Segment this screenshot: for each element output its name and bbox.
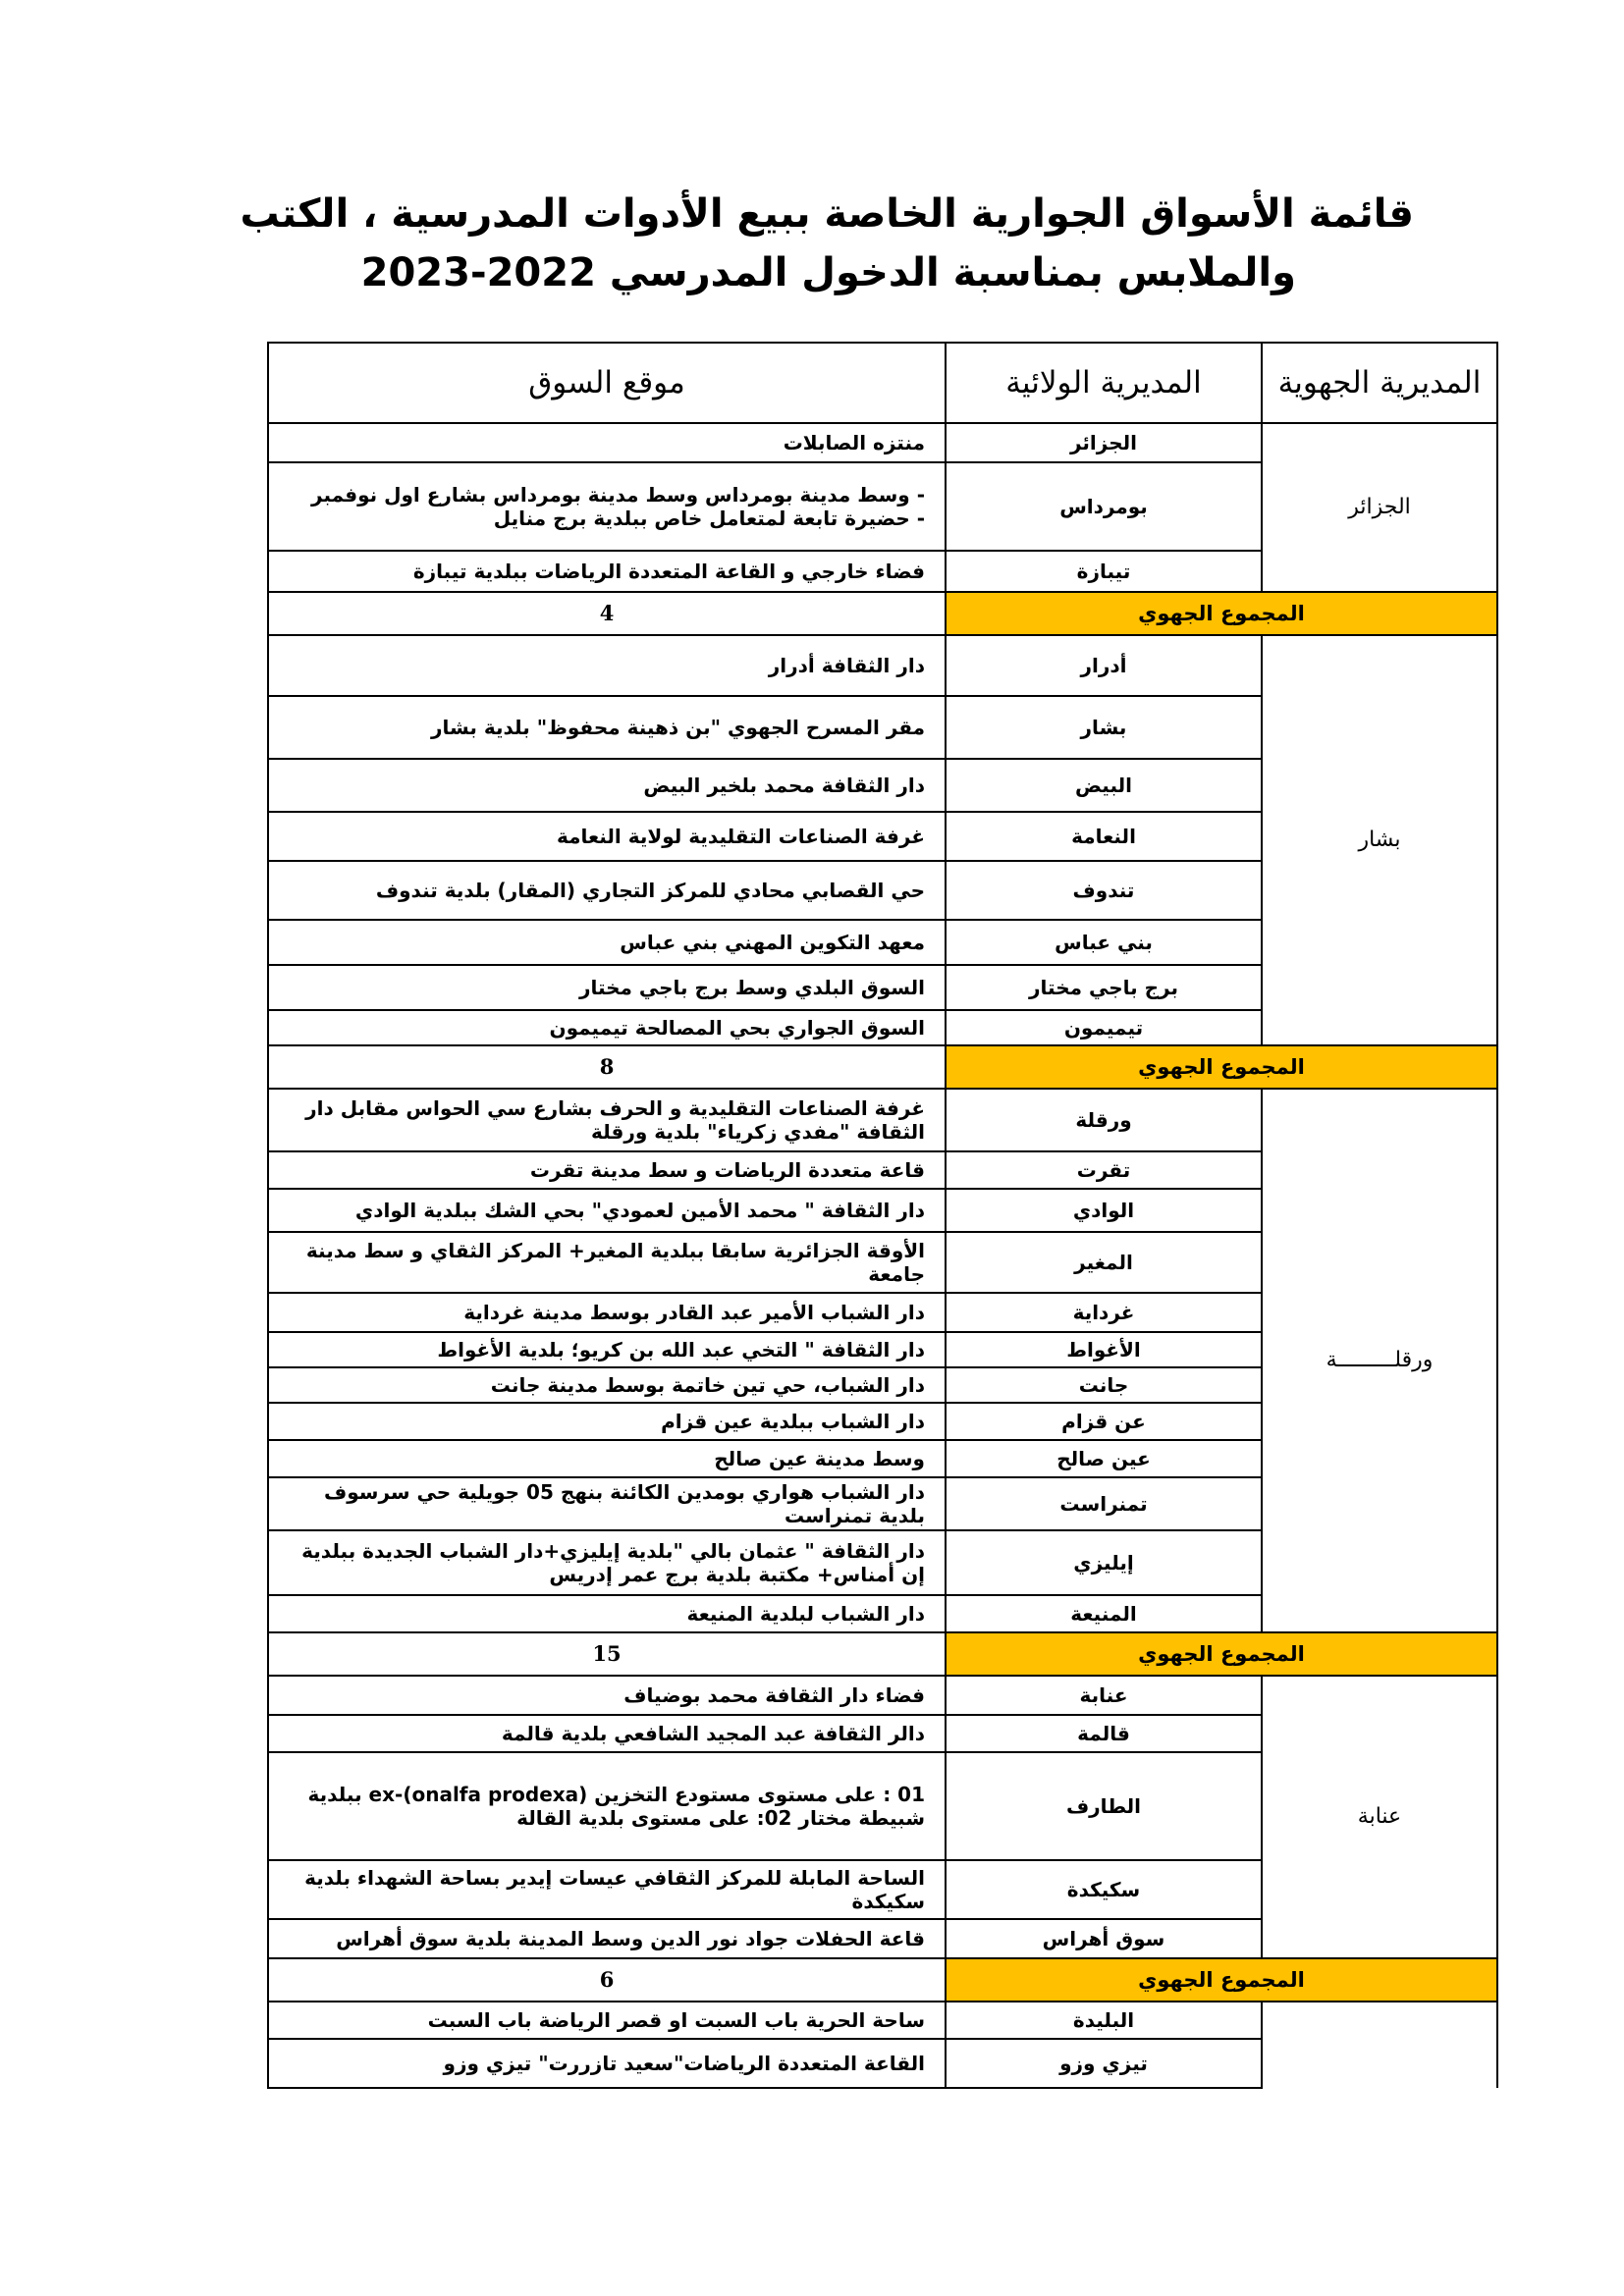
page-title — [196, 185, 1414, 302]
wilaya-cell: الأغواط — [946, 1332, 1262, 1367]
wilaya-cell: الجزائر — [946, 423, 1262, 462]
subtotal-row — [268, 1632, 1497, 1676]
wilaya-cell: المنيعة — [946, 1595, 1262, 1632]
wilaya-cell: البليدة — [946, 2002, 1262, 2039]
regional-directorate-cell: عنابة — [1262, 1676, 1497, 1958]
market-location-cell: 01 : على مستوى مستودع التخزين (onalfa prodexa)-ex ببلدية شبيطة مختار 02: على مستوى بلدية القالة — [268, 1752, 946, 1860]
wilaya-cell: تندوف — [946, 861, 1262, 920]
regional-directorate-cell: بشار — [1262, 635, 1497, 1045]
subtotal-label: المجموع الجهوي — [946, 1632, 1497, 1676]
wilaya-cell: قالمة — [946, 1715, 1262, 1752]
market-location-cell: دار الثقافة " محمد الأمين لعمودي" بحي الشك ببلدية الوادي — [268, 1189, 946, 1232]
regional-directorate-cell: الجزائر — [1262, 423, 1497, 592]
market-location-cell: فضاء دار الثقافة محمد بوضياف — [268, 1676, 946, 1715]
regional-directorate-cell — [1262, 2002, 1497, 2088]
table-row — [268, 1676, 1497, 1715]
market-location-cell: دار الشباب لبلدية المنيعة — [268, 1595, 946, 1632]
subtotal-count: 6 — [268, 1958, 946, 2002]
subtotal-row — [268, 592, 1497, 635]
market-location-cell: السوق البلدي وسط برج باجي مختار — [268, 965, 946, 1010]
market-location-cell: دار الشباب هواري بومدين الكائنة بنهج 05 جويلية حي سرسوف بلدية تمنراست — [268, 1477, 946, 1530]
wilaya-cell: جانت — [946, 1367, 1262, 1403]
wilaya-cell: عين صالح — [946, 1440, 1262, 1477]
header-regional: المديرية الجهوية — [1262, 343, 1497, 423]
market-location-cell: غرفة الصناعات التقليدية و الحرف بشارع سي الحواس مقابل دار الثقافة "مفدي زكرياء" بلدية ورقلة — [268, 1089, 946, 1151]
market-location-cell: وسط مدينة عين صالح — [268, 1440, 946, 1477]
subtotal-label: المجموع الجهوي — [946, 592, 1497, 635]
wilaya-cell: أدرار — [946, 635, 1262, 696]
wilaya-cell: سوق أهراس — [946, 1919, 1262, 1958]
wilaya-cell: تيزي وزو — [946, 2039, 1262, 2088]
market-location-cell: دار الثقافة أدرار — [268, 635, 946, 696]
header-wilaya: المديرية الولائية — [946, 343, 1262, 423]
market-location-cell: السوق الجواري بحي المصالحة تيميمون — [268, 1010, 946, 1045]
wilaya-cell: البيض — [946, 759, 1262, 812]
regional-directorate-cell: ورقلـــــــــة — [1262, 1089, 1497, 1632]
markets-table — [267, 342, 1498, 2089]
wilaya-cell: تمنراست — [946, 1477, 1262, 1530]
table-header-row — [268, 343, 1497, 423]
market-location-cell: غرفة الصناعات التقليدية لولاية النعامة — [268, 812, 946, 861]
title-line-2: والملابس بمناسبة الدخول المدرسي 2022-2023 — [360, 250, 1296, 295]
subtotal-label: المجموع الجهوي — [946, 1045, 1497, 1089]
wilaya-cell: بومرداس — [946, 462, 1262, 551]
subtotal-row — [268, 1045, 1497, 1089]
subtotal-label: المجموع الجهوي — [946, 1958, 1497, 2002]
subtotal-row — [268, 1958, 1497, 2002]
wilaya-cell: عنابة — [946, 1676, 1262, 1715]
market-location-cell: دار الشباب الأمير عبد القادر بوسط مدينة غرداية — [268, 1293, 946, 1332]
market-location-cell: الأوقة الجزائرية سابقا ببلدية المغير+ المركز الثقاي و سط مدينة جامعة — [268, 1232, 946, 1293]
title-line-1: قائمة الأسواق الجوارية الخاصة ببيع الأدوات المدرسية ، الكتب — [240, 191, 1414, 237]
wilaya-cell: سكيكدة — [946, 1860, 1262, 1919]
market-location-cell: قاعة متعددة الرياضات و سط مدينة تقرت — [268, 1151, 946, 1189]
market-location-cell: دار الثقافة " التخي عبد الله بن كريو؛ بلدية الأغواط — [268, 1332, 946, 1367]
subtotal-count: 8 — [268, 1045, 946, 1089]
market-location-cell: قاعة الحفلات جواد نور الدين وسط المدينة بلدية سوق أهراس — [268, 1919, 946, 1958]
wilaya-cell: تقرت — [946, 1151, 1262, 1189]
wilaya-cell: عن قزام — [946, 1403, 1262, 1440]
subtotal-count: 4 — [268, 592, 946, 635]
wilaya-cell: إيليزي — [946, 1530, 1262, 1595]
wilaya-cell: الطارف — [946, 1752, 1262, 1860]
wilaya-cell: برج باجي مختار — [946, 965, 1262, 1010]
market-location-cell: دالر الثقافة عبد المجيد الشافعي بلدية قالمة — [268, 1715, 946, 1752]
market-location-cell: دار الثقافة " عثمان بالي "بلدية إيليزي+دار الشباب الجديدة ببلدية إن أمناس+ مكتبة بلدية برج عمر إدريس — [268, 1530, 946, 1595]
market-location-cell: ساحة الحرية باب السبت او قصر الرياضة باب السبت — [268, 2002, 946, 2039]
wilaya-cell: الوادي — [946, 1189, 1262, 1232]
market-location-cell: - وسط مدينة بومرداس وسط مدينة بومرداس بشارع اول نوفمبر - حضيرة تابعة لمتعامل خاص ببلدية برج منايل — [268, 462, 946, 551]
header-location: موقع السوق — [268, 343, 946, 423]
table-row — [268, 635, 1497, 696]
market-location-cell: فضاء خارجي و القاعة المتعددة الرياضات ببلدية تيبازة — [268, 551, 946, 592]
market-location-cell: معهد التكوين المهني بني عباس — [268, 920, 946, 965]
table-row — [268, 2002, 1497, 2039]
market-location-cell: دار الشباب، حي تين خاتمة بوسط مدينة جانت — [268, 1367, 946, 1403]
subtotal-count: 15 — [268, 1632, 946, 1676]
wilaya-cell: تيميمون — [946, 1010, 1262, 1045]
wilaya-cell: بني عباس — [946, 920, 1262, 965]
market-location-cell: مقر المسرح الجهوي "بن ذهينة محفوظ" بلدية بشار — [268, 696, 946, 759]
wilaya-cell: المغير — [946, 1232, 1262, 1293]
market-location-cell: حي القصابي محادي للمركز التجاري (المقار) بلدية تندوف — [268, 861, 946, 920]
market-location-cell: القاعة المتعددة الرياضات"سعيد تازررت" تيزي وزو — [268, 2039, 946, 2088]
market-location-cell: دار الشباب ببلدية عين قزام — [268, 1403, 946, 1440]
wilaya-cell: ورقلة — [946, 1089, 1262, 1151]
wilaya-cell: بشار — [946, 696, 1262, 759]
table-body — [268, 423, 1497, 2088]
wilaya-cell: النعامة — [946, 812, 1262, 861]
market-location-cell: الساحة المابلة للمركز الثقافي عيسات إيدير بساحة الشهداء بلدية سكيكدة — [268, 1860, 946, 1919]
wilaya-cell: غرداية — [946, 1293, 1262, 1332]
market-location-cell: منتزه الصابلات — [268, 423, 946, 462]
table-row — [268, 1089, 1497, 1151]
market-location-cell: دار الثقافة محمد بلخير البيض — [268, 759, 946, 812]
table-row — [268, 423, 1497, 462]
wilaya-cell: تيبازة — [946, 551, 1262, 592]
